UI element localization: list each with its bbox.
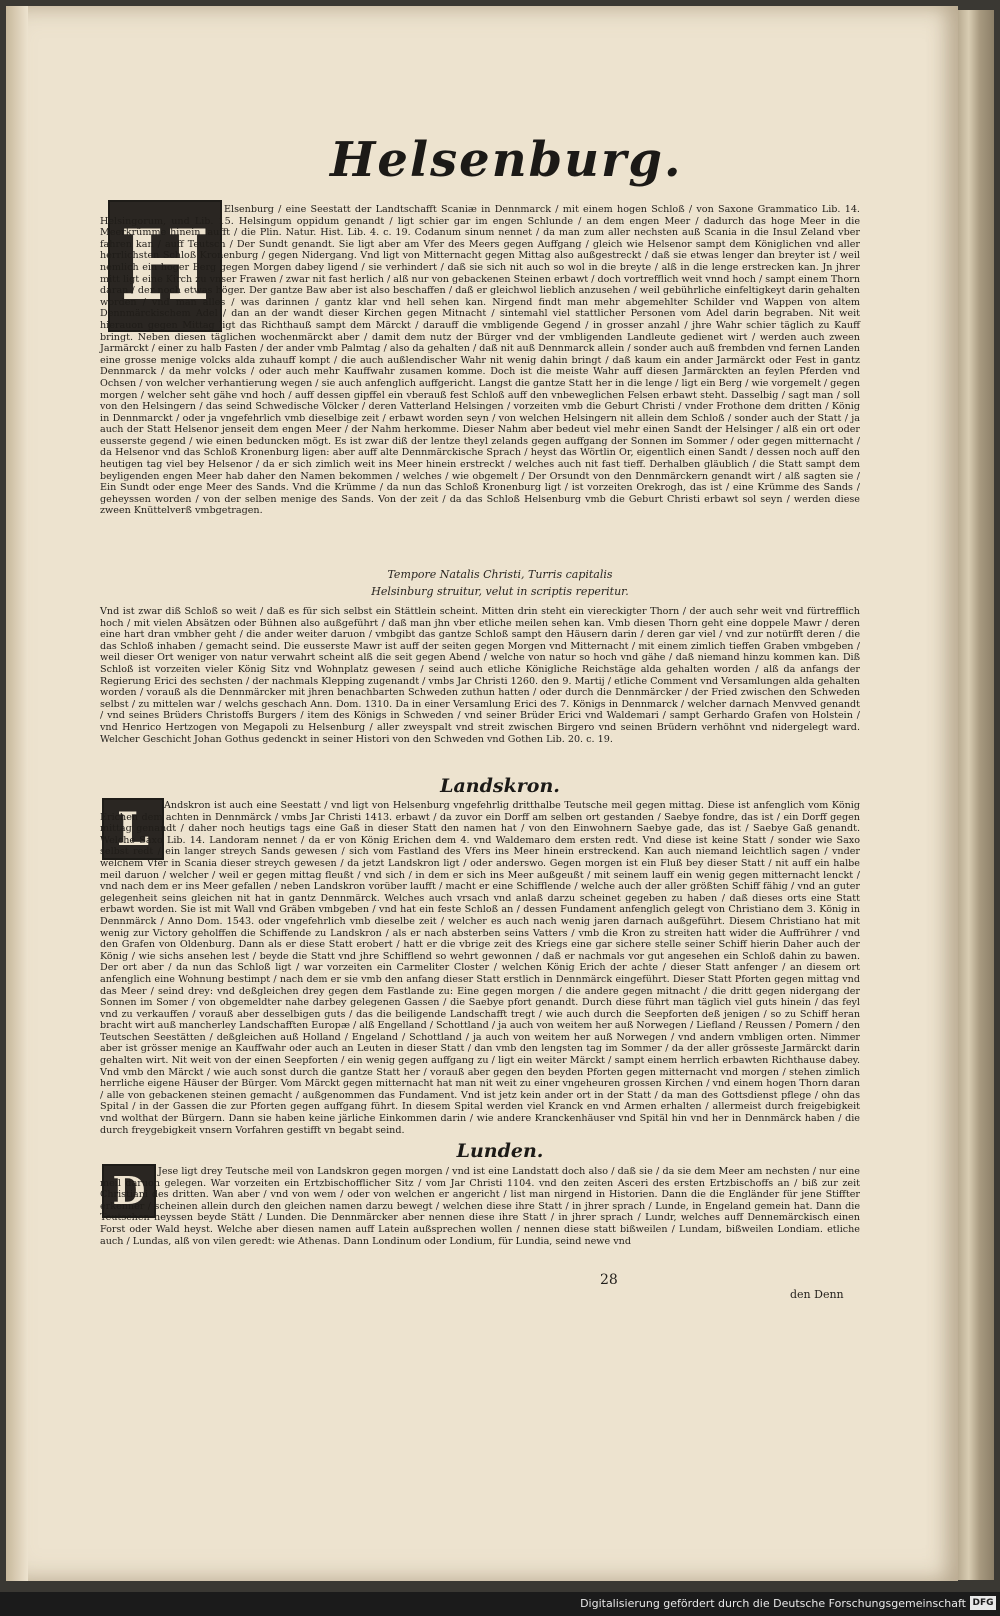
- verse-line-2: Helsinburg struitur, velut in scriptis reperitur.: [371, 585, 629, 598]
- footer-credit: Digitalisierung gefördert durch die Deutsche Forschungsgemeinschaft: [580, 1597, 966, 1610]
- catchword: den Denn: [790, 1288, 844, 1301]
- page-title: Helsenburg.: [330, 132, 683, 188]
- dfg-logo: DFG: [970, 1596, 996, 1610]
- section-heading-landskron: Landskron.: [440, 775, 560, 797]
- helsenburg-paragraph-2: Vnd ist zwar diß Schloß so weit / daß es für sich selbst ein Stättlein scheint. Mitten drin steht ein viereckigter Thorn / der auch sehr weit vnd fürtrefflich hoch / mit vielen Absätzen oder Bühnen also außgeführt / daß man jhn vber etliche meilen sehen kan. Vmb diesen Thorn geht eine doppele Mawr / deren eine hart dran vmbher geht / die ander weiter daruon / vmbgibt das gantze Schloß sampt den Häusern darin / deren gar viel / vnd zur notürfft deren / die das Schloß inhaben / gemacht seind. Die eusserste Mawr ist auff der seiten gegen Morgen vnd Mitternacht / mit einem zimlich tieffen Graben vmbgeben / weil dieser Ort weniger von natur verwahrt scheint alß die seit gegen Abend / welche von natur so hoch vnd gähe / daß niemand hinzu kommen kan. Diß Schloß ist vorzeiten vieler König Sitz vnd Wohnplatz gewesen / seind auch etliche Königliche Reichstäge alda gehalten worden / alß da anfangs der Regierung Erici des sechsten / der nachmals Klepping zugenandt / vmbs Jar Christi 1260. den 9. Martij / etliche Comment vnd Versamlungen alda gehalten worden / vorauß als die Dennmärcker mit jhren benachbarten Schweden zuthun hatten / oder durch die Dennmärcker / der Fried zwischen den Schweden selbst / zu mittelen war / welchs geschach Ann. Dom. 1310. Da in einer Versamlung Erici des 7. Königs in Dennmarck / welcher darnach Menvved genandt / vnd seines Brüders Christoffs Burgers / item des Königs in Schweden / vnd seiner Brüder Erici vnd Waldemari / sampt Gerhardo Grafen von Holstein / vnd Henrico Hertzogen von Megapoli zu Helsenburg / aller zweyspalt vnd streit zwischen Birgero vnd seinen Brüdern verhöhnt vnd nidergelegt ward. Welcher Geschicht Johan Gothus gedenckt in seiner Histori von den Schweden vnd Gothen Lib. 20. c. 19.: [100, 606, 860, 745]
- lunden-paragraph: Jese ligt drey Teutsche meil von Landskron gegen morgen / vnd ist eine Landstatt doch also / daß sie / da sie dem Meer am nechsten / nur eine meil daruon gelegen. War vorzeiten ein Ertzbischofflicher Sitz / vom Jar Christi 1104. vnd den zeiten Asceri des ersten Ertzbischoffs an / biß zur zeit Christiani des dritten. Wan aber / vnd von wem / oder von welchen er angericht / list man nirgend in Historien. Dann die die Engländer für jene Stiffter erkenner / scheinen allein durch den gleichen namen darzu bewegt / welchen diese ihre Statt / in jhrer sprach / Lunde, in Engeland gemein hat. Dann die Teutschen heyssen beyde Stätt / Lunden. Die Dennmärcker aber nennen diese ihre Statt / in jhrer sprach / Lundr, welches auff Dennemärckisch einen Forst oder Wald heyst. Welche aber diesen namen auff Latein außsprechen wollen / nennen diese statt bißweilen / Lundam, bißweilen Londiam. etliche auch / Lundas, alß von vilen geredt: wie Athenas. Dann Londinum oder Londium, für Lundia, seind newe vnd: [100, 1166, 860, 1247]
- verse-line-1: Tempore Natalis Christi, Turris capitalis: [387, 568, 613, 581]
- page-number: 28: [600, 1272, 618, 1288]
- decorated-initial-h: H: [108, 200, 222, 332]
- decorated-initial-l: L: [102, 798, 164, 860]
- landskron-paragraph: Andskron ist auch eine Seestatt / vnd ligt von Helsenburg vngefehrlig dritthalbe Teutsche meil gegen mittag. Diese ist anfenglich vom König Erichen dem achten in Dennmärck / vmbs Jar Christi 1413. erbawt / da zuvor ein Dorff am selben ort gestanden / Saebye fondre, das ist / ein Dorff gegen mittag genandt / daher noch heutigs tags eine Gaß in dieser Statt den namen hat / von den Einwohnern Saebye gade, das ist / Saebye Gaß genandt. Welche Saxo Lib. 14. Landoram nennet / da er von König Erichen dem 4. vnd Waldemaro dem ersten redt. Vnd diese ist keine Statt / sonder wie Saxo selbst redt / ein langer streych Sands gewesen / sich vom Fastland des Vfers ins Meer hinein erstreckend. Kan auch niemand leichtlich sagen / vnder welchem Vfer in Scania dieser streych gewesen / da jetzt Landskron ligt / oder anderswo. Gegen morgen ist ein Fluß bey dieser Statt / nit auff ein halbe meil daruon / welcher / weil er gegen mittag fleußt / vnd sich / in dem er sich ins Meer außgeußt / mit seinem lauff ein wenig gegen mitternacht lenckt / vnd nach dem er ins Meer gefallen / neben Landskron vorüber laufft / macht er eine Schifflende / welche auch der aller größten Schiff fähig / vnd an guter gelegenheit seins gleichen nit hat in gantz Dennmärck. Welches auch vrsach vnd anlaß darzu scheinet gegeben zu haben / daß dieses orts eine Statt erbawt worden. Sie ist mit Wall vnd Gräben vmbgeben / vnd hat ein feste Schloß an / dessen Fundament anfenglich gelegt von Christiano dem 3. König in Dennmärck / Anno Dom. 1543. oder vngefehrlich vmb dieselbe zeit / welcher es auch nach wenig jaren darnach außgeführt. Diesem Christiano hat mit wenig zur Victory geholffen die Schiffende zu Landskron / als er nach absterben seins Vatters / vmb die Kron zu streiten hatt wider die Auffrührer / vnd den Grafen von Oldenburg. Dann als er diese Statt erobert / hatt er die vbrige zeit des Kriegs eine gar sichere stelle seiner Schiff hierin Daher auch der König / wie sichs ansehen lest / beyde die Statt vnd jhre Schifflend so wehrt gewonnen / daß er nachmals vor gut angesehen ein Schloß dahin zu bawen. Der ort aber / da nun das Schloß ligt / war vorzeiten ein Carmeliter Closter / welchen König Erich der achte / dieser Statt anfenger / an diesem ort anfenglich eine Wohnung bestimpt / nach dem er sie vmb den anfang dieser Statt erstlich in Dennmärck eingeführt. Dieser Statt Pforten gegen mittag vnd das Meer / seind drey: vnd deßgleichen drey gegen dem Fastlande zu: Eine gegen morgen / die andere gegen mitnacht / die dritt gegen nidergang der Sonnen im Somer / von obgemeldter nahe darbey gelegenen Gassen / die Saebye pfort genandt. Durch diese führt man täglich viel guts hinein / das feyl vnd zu verkauffen / vorauß aber desselbigen guts / das die beiligende Landschafft tregt / wie auch durch die Seepforten deß jenigen / so zu Schiff heran bracht wirt auß mancherley Landschafften Europæ / alß Engelland / Schottland / ja auch von weitem her auß Norwegen / Liefland / Reussen / Pomern / den Teutschen Seestätten / deßgleichen auß Holland / Engeland / Schottland / ja auch von weitem her auß Norwegen / vnd andern vmbligen orten. Nimmer aber ist grösser menige an Kauffwahr oder auch an Leuten in dieser Statt / dan vmb den lengsten tag im Sommer / da der aller grösseste Jarmärckt darin gehalten wirt. Nit weit von der einen Seepforten / ein wenig gegen auffgang zu / ligt ein weiter Märckt / sampt einem herrlich erbawten Richthause dabey. Vnd vmb den Märckt / wie auch sonst durch die gantze Statt her / vorauß aber gegen den beyden Pforten gegen mitternacht vnd morgen / stehen zimlich herrliche eigene Häuser der Bürger. Vom Märckt gegen mitternacht hat man nit weit zu einer vngeheuren grossen Kirchen / vnd einem hogen Thorn daran / alle von gebackenen steinen gemacht / außgenommen das Fundament. Vnd ist jetz kein ander ort in der Statt / da man des Gottsdienst pflege / ohn das Spital / in der Gassen die zur Pforten gegen auffgang führt. In diesem Spital werden viel Kranck en vnd Armen erhalten / allermeist durch freigebigkeit vnd wolthat der Bürgern. Dann sie haben keine järliche Einkommen darin / wie andere Kranckenhäuser vnd Spitäl hin vnd her in Dennmärck haben / die durch freygebigkeit vnsern Vorfahren gestifft vn begabt seind.: [100, 800, 860, 1136]
- section-heading-lunden: Lunden.: [456, 1140, 544, 1162]
- decorated-initial-d: D: [102, 1164, 156, 1218]
- helsenburg-paragraph-1: Elsenburg / eine Seestatt der Landtschafft Scaniæ in Dennmarck / mit einem hogen Schloß / von Saxone Grammatico Lib. 14. Helsingorum, und Lib. 15. Helsingum oppidum genandt / ligt schier gar im engen Schlunde / an dem engen Meer / dadurch das hoge Meer in die Meerkrümme hinein laufft / die Plin. Natur. Hist. Lib. 4. c. 19. Codanum sinum nennet / da man zum aller nechsten auß Scania in die Insul Zeland vber fahren kan / auff Teutsch / Der Sundt genandt. Sie ligt aber am Vfer des Meers gegen Auffgang / gleich wie Helsenor sampt dem Königlichen vnd aller herrlichsten Schloß Kronenburg / gegen Nidergang. Vnd ligt von Mitternacht gegen Mittag also außgestreckt / daß sie etwas lenger dan breyter ist / weil nemlich ein hoger Berg gegen Morgen dabey ligend / sie verhindert / daß sie sich nit auch so wol in die breyte / alß in die lenge erstrecken kan. Jn jhrer mitt ligt eine Kirch zu vnser Frawen / zwar nit fast herlich / alß nur von gebackenen Steinen erbawt / doch vortrefflich weit vnnd hoch / sampt einem Thorn daran / der noch etwas höger. Der gantze Baw aber ist also beschaffen / daß er gleichwol lieblich anzusehen / weil gebührliche einfeltigkeyt darin gehalten worden / vnd man alles / was darinnen / gantz klar vnd hell sehen kan. Nirgend findt man mehr abgemehlter Schilder vnd Wappen von altem Dennmärckischem Adel / dan an der wandt dieser Kirchen gegen Mitnacht / sintemahl viel stattlicher Personen vom Adel darin begraben. Nit weit hierauon gegen Mittag ligt das Richthauß sampt dem Märckt / darauff die vmbligende Gegend / in grosser anzahl / jhre Wahr schier täglich zu Kauff bringt. Neben diesen täglichen wochenmärckt aber / damit dem nutz der Bürger vnd der vmbligenden Landleute gedienet wirt / werden auch zween Jarmärckt / einer zu halb Fasten / der ander vmb Palmtag / also da gehalten / daß nit auß Dennmarck allein / sonder auch auß frembden vnd fernen Landen eine grosse menige volcks alda zuhauff kompt / die auch außlendischer Wahr nit wenig dahin bringt / daß kaum ein ander Jarmärckt oder Fest in gantz Dennmarck / da mehr volcks / oder auch mehr Kauffwahr zusamen komme. Doch ist die meiste Wahr auff diesen Jarmärckten an feylen Pferden vnd Ochsen / von welcher verhantierung wegen / sie auch anfenglich auffgericht. Langst die gantze Statt her in die lenge / ligt ein Berg / wie vorgemelt / gegen morgen / welcher seht gähe vnd hoch / auff dessen gipffel ein vberauß fest Schloß auff den vnbeweglichen Felsen erbawt steht. Dasselbig / sagt man / soll von den Helsingern / das seind Schwedische Völcker / deren Vatterland Helsingen / vorzeiten vmb die Geburt Christi / vnder Frothone dem dritten / König in Dennmarckt / oder ja vngefehrlich vmb dieselbige zeit / erbawt worden seyn / von welchen Helsingern nit allein dem Schloß / sonder auch der Statt / ja auch der Statt Helsenor jenseit dem engen Meer / der Nahm herkomme. Dieser Nahm aber bedeut viel mehr einen Sandt der Helsinger / alß ein ort oder eusserste gegend / wie einen beduncken mögt. Es ist zwar diß der lentze theyl zelands gegen auffgang der Sonnen im Sommer / oder gegen mitternacht / da Helsenor vnd das Schloß Kronenburg ligen: aber auff alte Dennmärckische Sprach / heyst das Wörtlin Or, eigentlich einen Sandt / dessen noch auff den heutigen tag viel bey Helsenor / da er sich zimlich weit ins Meer hinein erstreckt / welches auch nit fast tieff. Derhalben gläublich / die Statt sampt dem beyligenden engen Meer hab daher den Namen bekommen / welches / wie obgemelt / Der Orsundt von den Dennmärckern genandt wirt / alß sagten sie / Ein Sundt oder enge Meer des Sands. Vnd die Krümme / da nun das Schloß Kronenburg ligt / ist vorzeiten Orekrogh, das ist / eine Krümme des Sands / geheyssen worden / von der selben menige des Sands. Von der zeit / da das Schloß Helsenburg vmb die Geburt Christi erbawt sol seyn / werden diese zween Knüttelverß vmbgetragen.: [100, 204, 860, 517]
